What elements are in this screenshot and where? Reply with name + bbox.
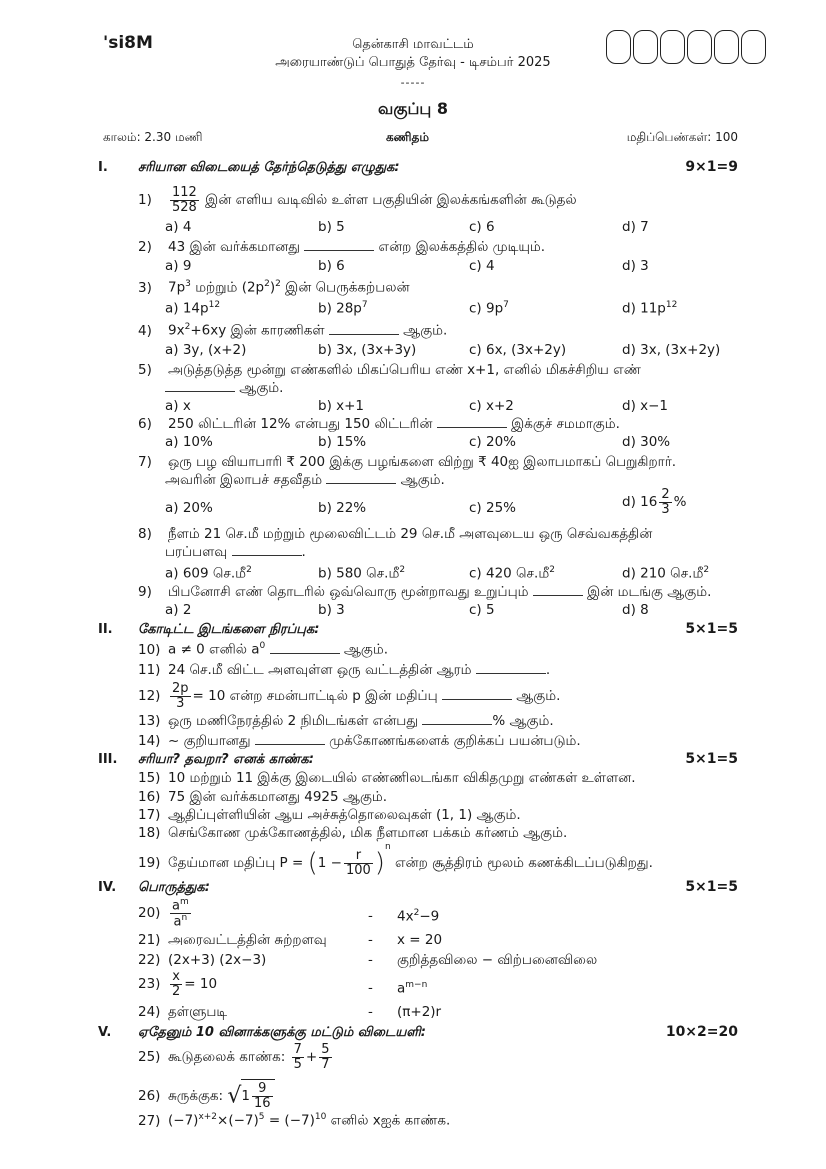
option: d) $11p^{12}$ xyxy=(622,300,678,317)
match-rhs: குறித்தவிலை − விற்பனைவிலை xyxy=(397,952,598,968)
match-rhs: $4x^2-9$ xyxy=(397,908,440,925)
question-8-line2: பரப்பளவு . xyxy=(165,544,306,560)
fraction: $\frac{9}{16}$ xyxy=(253,1081,271,1111)
option: d) 30% xyxy=(622,434,671,450)
reg-box xyxy=(714,30,739,64)
question-5: 5) அடுத்தடுத்த மூன்று எண்களில் மிகப்பெரிய எண் x+1, எனில் மிகச்சிறிய எண் xyxy=(138,362,641,378)
section-marks: 9×1=9 xyxy=(685,159,738,175)
reg-box xyxy=(660,30,685,64)
option: b) x+1 xyxy=(318,398,365,414)
section-marks: 5×1=5 xyxy=(685,751,738,767)
fraction: $\frac{r}{100}$ xyxy=(345,847,371,878)
match-24: 24) தள்ளுபடி xyxy=(138,1004,228,1020)
reg-box xyxy=(633,30,658,64)
fraction: $\frac{x}{2}$ xyxy=(172,969,181,999)
answer-blank xyxy=(422,714,492,725)
option: c) 20% xyxy=(469,434,516,450)
option: d) 210 செ.மீ$^2$ xyxy=(622,565,710,582)
question-17: 17) ஆதிப்புள்ளியின் ஆய அச்சுத்தொலைவுகள் (1, 1) ஆகும். xyxy=(138,807,521,823)
section-heading: I. சரியான விடையைத் தேர்ந்தெடுத்து எழுதுக: xyxy=(98,160,400,175)
section-heading: III. சரியா? தவறா? எனக் காண்க: xyxy=(98,752,314,767)
grade-title: வகுப்பு 8 xyxy=(378,99,448,118)
question-19: 19) தேய்மான மதிப்பு P = (1 − $\frac{r}{100}$ )$^n$ என்ற சூத்திரம் மூலம் கணக்கிடப்படுகிறது. xyxy=(138,842,653,878)
section-heading: II. கோடிட்ட இடங்களை நிரப்புக: xyxy=(98,622,320,637)
option: a) $14p^{12}$ xyxy=(165,300,221,317)
question-7: 7) ஒரு பழ வியாபாரி ₹ 200 இக்கு பழங்களை விற்று ₹ 40ஐ இலாபமாகப் பெறுகிறார். xyxy=(138,454,677,470)
option: b) 5 xyxy=(318,219,345,235)
question-6: 6) 250 லிட்டரின் 12% என்பது 150 லிட்டரின் இக்குச் சமமாகும். xyxy=(138,416,620,432)
question-5-line2: ஆகும். xyxy=(165,380,283,398)
match-23: 23) $\frac{x}{2}$ = 10 xyxy=(138,969,218,999)
answer-blank xyxy=(326,473,396,484)
question-12: 12) $\frac{2p}{3}$ = 10 என்ற சமன்பாட்டில் p இன் மதிப்பு ஆகும். xyxy=(138,681,561,711)
reg-box xyxy=(741,30,766,64)
question-4: 4) $9x^2+6xy$ இன் காரணிகள் ஆகும். xyxy=(138,322,448,339)
option: d) 8 xyxy=(622,602,649,618)
answer-blank xyxy=(165,381,235,392)
question-10: 10) a ≠ 0 எனில் $a^0$ ஆகும். xyxy=(138,641,388,658)
option: a) 4 xyxy=(165,219,192,235)
option: d) 3x, (3x+2y) xyxy=(622,342,721,358)
header-divider: ----- xyxy=(400,76,426,89)
option: d) 7 xyxy=(622,219,649,235)
question-18: 18) செங்கோண முக்கோணத்தில், மிக நீளமான பக்கம் கர்ணம் ஆகும். xyxy=(138,825,568,841)
subject: கணிதம் xyxy=(386,130,429,144)
option: b) 3x, (3x+3y) xyxy=(318,342,417,358)
question-3: 3) $7p^3$ மற்றும் $(2p^2)^2$ இன் பெருக்கற்பலன் xyxy=(138,279,410,296)
total-marks: மதிப்பெண்கள்: 100 xyxy=(626,130,738,144)
option: c) 5 xyxy=(469,602,495,618)
option: d) 16 $\frac{2}{3}$ % xyxy=(622,487,687,517)
question-9: 9) பிபனோசி எண் தொடரில் ஒவ்வொரு மூன்றாவது உறுப்பும் இன் மடங்கு ஆகும். xyxy=(138,584,712,600)
question-13: 13) ஒரு மணிநேரத்தில் 2 நிமிடங்கள் என்பது % ஆகும். xyxy=(138,713,554,729)
reg-box xyxy=(687,30,712,64)
question-11: 11) 24 செ.மீ விட்ட அளவுள்ள ஒரு வட்டத்தின் ஆரம் . xyxy=(138,662,551,678)
match-20: 20) $\frac{a^m}{a^n}$ xyxy=(138,897,189,930)
option: b) 580 செ.மீ$^2$ xyxy=(318,565,406,582)
question-15: 15) 10 மற்றும் 11 இக்கு இடையில் எண்ணிலடங்கா விகிதமுறு எண்கள் உள்ளன. xyxy=(138,770,636,786)
option: d) x−1 xyxy=(622,398,669,414)
paper-code: 'si8M xyxy=(103,33,153,53)
fraction: $\frac{112}{528}$ xyxy=(172,185,197,215)
option: a) 20% xyxy=(165,500,213,516)
answer-blank xyxy=(329,324,399,335)
answer-blank xyxy=(533,585,583,596)
fraction: $\frac{5}{7}$ xyxy=(321,1042,330,1072)
fraction: $\frac{2}{3}$ xyxy=(661,487,670,517)
question-8: 8) நீளம் 21 செ.மீ மற்றும் மூலைவிட்டம் 29 செ.மீ அளவுடைய ஒரு செவ்வகத்தின் xyxy=(138,526,653,542)
section-marks: 10×2=20 xyxy=(665,1024,738,1040)
exam-title: அரையாண்டுப் பொதுத் தேர்வு - டிசம்பர் 2025 xyxy=(275,55,551,70)
match-rhs: x = 20 xyxy=(397,932,443,948)
option: a) 9 xyxy=(165,258,192,274)
option: c) 6 xyxy=(469,219,495,235)
option: b) 3 xyxy=(318,602,345,618)
option: b) 22% xyxy=(318,500,367,516)
option: b) 6 xyxy=(318,258,345,274)
option: a) x xyxy=(165,398,191,414)
district-title: தென்காசி மாவட்டம் xyxy=(352,37,474,52)
option: c) $9p^7$ xyxy=(469,300,509,317)
fraction: $\frac{7}{5}$ xyxy=(293,1042,302,1072)
reg-box xyxy=(606,30,631,64)
match-rhs: (π+2)r xyxy=(397,1004,442,1020)
section-marks: 5×1=5 xyxy=(685,879,738,895)
answer-blank xyxy=(270,643,340,654)
match-rhs: $a^{m-n}$ xyxy=(397,980,428,997)
option: a) 2 xyxy=(165,602,192,618)
question-14: 14) ~ குறியானது முக்கோணங்களைக் குறிக்கப் பயன்படும். xyxy=(138,733,581,749)
option: c) 6x, (3x+2y) xyxy=(469,342,567,358)
question-26: 26) சுருக்குக: √1 $\frac{9}{16}$ xyxy=(138,1079,275,1110)
question-7-line2: அவரின் இலாபச் சதவீதம் ஆகும். xyxy=(165,472,445,488)
option: d) 3 xyxy=(622,258,649,274)
question-1: 1) $\frac{112}{528}$ இன் எளிய வடிவில் உள்ள பகுதியின் இலக்கங்களின் கூடுதல் xyxy=(138,185,577,215)
option: c) 4 xyxy=(469,258,495,274)
option: b) 15% xyxy=(318,434,367,450)
section-heading: IV. பொருத்துக: xyxy=(98,880,210,895)
option: c) 420 செ.மீ$^2$ xyxy=(469,565,555,582)
fraction: $\frac{2p}{3}$ xyxy=(172,681,189,711)
register-number-boxes xyxy=(606,30,766,64)
section-heading: V. ஏதேனும் 10 வினாக்களுக்கு மட்டும் விடையளி: xyxy=(98,1025,426,1040)
question-25: 25) கூடுதலைக் காண்க: $\frac{7}{5}$ + $\frac{5}{7}$ xyxy=(138,1042,330,1072)
match-21: 21) அரைவட்டத்தின் சுற்றளவு xyxy=(138,932,327,948)
answer-blank xyxy=(437,417,507,428)
question-27: 27) $(-7)^{x+2}\times(-7)^5 = (-7)^{10}$ எனில் xஐக் காண்க. xyxy=(138,1112,451,1129)
answer-blank xyxy=(255,734,325,745)
option: c) x+2 xyxy=(469,398,514,414)
answer-blank xyxy=(304,240,374,251)
exam-time: காலம்: 2.30 மணி xyxy=(103,130,203,144)
option: a) 609 செ.மீ$^2$ xyxy=(165,565,252,582)
answer-blank xyxy=(476,663,546,674)
answer-blank xyxy=(232,545,302,556)
section-marks: 5×1=5 xyxy=(685,621,738,637)
fraction: $\frac{a^m}{a^n}$ xyxy=(172,897,189,930)
option: a) 3y, (x+2) xyxy=(165,342,247,358)
question-16: 16) 75 இன் வர்க்கமானது 4925 ஆகும். xyxy=(138,789,388,805)
question-2: 2) 43 இன் வர்க்கமானது என்ற இலக்கத்தில் முடியும். xyxy=(138,239,546,255)
answer-blank xyxy=(442,689,512,700)
option: b) $28p^7$ xyxy=(318,300,368,317)
option: a) 10% xyxy=(165,434,213,450)
option: c) 25% xyxy=(469,500,516,516)
match-22: 22) (2x+3) (2x−3) xyxy=(138,952,267,968)
